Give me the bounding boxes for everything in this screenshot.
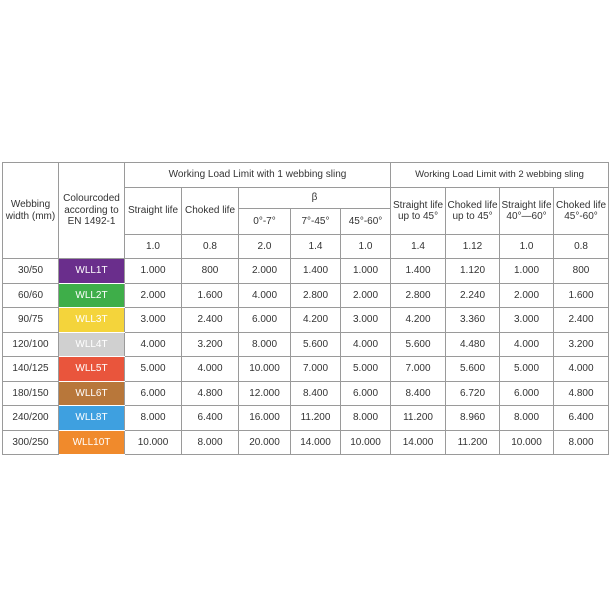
- wll-value-cell: 2.400: [554, 308, 609, 333]
- wll-value-cell: 12.000: [239, 381, 291, 406]
- beta-angle-header: β: [239, 188, 391, 209]
- wll-value-cell: 4.000: [500, 332, 554, 357]
- wll-value-cell: 6.400: [182, 406, 239, 431]
- wll-value-cell: 8.000: [182, 430, 239, 455]
- colour-code-cell: WLL4T: [59, 332, 125, 357]
- table-row: [3, 308, 609, 333]
- wll-value-cell: 10.000: [500, 430, 554, 455]
- header-row-groups: [3, 163, 609, 188]
- factor-cell: 0.8: [182, 235, 239, 259]
- wll-value-cell: 3.000: [125, 308, 182, 333]
- choked-life-45-header: Choked life up to 45°: [446, 188, 500, 235]
- choked-life-45-60-header: Choked life 45°-60°: [554, 188, 609, 235]
- straight-life-45-header: Straight life up to 45°: [391, 188, 446, 235]
- wll-value-cell: 20.000: [239, 430, 291, 455]
- wll-value-cell: 2.000: [500, 283, 554, 308]
- wll-value-cell: 4.000: [554, 357, 609, 382]
- colour-code-cell: WLL10T: [59, 430, 125, 455]
- colourcoded-header: Colourcoded according to EN 1492-1: [59, 163, 125, 259]
- colour-code-cell: WLL6T: [59, 381, 125, 406]
- webbing-width-cell: 30/50: [3, 259, 59, 284]
- two-sling-group-header: Working Load Limit with 2 webbing sling: [391, 163, 609, 188]
- wll-value-cell: 4.200: [391, 308, 446, 333]
- factor-cell: 0.8: [554, 235, 609, 259]
- wll-value-cell: 3.200: [182, 332, 239, 357]
- wll-value-cell: 1.400: [291, 259, 341, 284]
- wll-value-cell: 1.600: [182, 283, 239, 308]
- choked-life-header: Choked life: [182, 188, 239, 235]
- wll-value-cell: 2.000: [341, 283, 391, 308]
- wll-value-cell: 7.000: [291, 357, 341, 382]
- wll-value-cell: 10.000: [125, 430, 182, 455]
- wll-value-cell: 3.000: [341, 308, 391, 333]
- table-row: [3, 259, 609, 284]
- wll-value-cell: 8.000: [341, 406, 391, 431]
- wll-value-cell: 5.600: [291, 332, 341, 357]
- table-row: [3, 332, 609, 357]
- table-row: [3, 381, 609, 406]
- table-row: [3, 283, 609, 308]
- wll-value-cell: 3.000: [500, 308, 554, 333]
- wll-value-cell: 8.960: [446, 406, 500, 431]
- one-sling-group-header: Working Load Limit with 1 webbing sling: [125, 163, 391, 188]
- wll-value-cell: 3.200: [554, 332, 609, 357]
- factor-cell: 1.0: [500, 235, 554, 259]
- wll-value-cell: 8.000: [554, 430, 609, 455]
- factor-cell: 1.12: [446, 235, 500, 259]
- wll-value-cell: 6.000: [341, 381, 391, 406]
- colour-code-cell: WLL1T: [59, 259, 125, 284]
- webbing-width-cell: 140/125: [3, 357, 59, 382]
- wll-value-cell: 2.000: [125, 283, 182, 308]
- wll-value-cell: 4.800: [554, 381, 609, 406]
- wll-value-cell: 5.000: [125, 357, 182, 382]
- wll-value-cell: 10.000: [341, 430, 391, 455]
- wll-value-cell: 14.000: [291, 430, 341, 455]
- wll-value-cell: 11.200: [391, 406, 446, 431]
- table-row: [3, 357, 609, 382]
- webbing-width-cell: 60/60: [3, 283, 59, 308]
- wll-value-cell: 800: [182, 259, 239, 284]
- wll-value-cell: 1.000: [341, 259, 391, 284]
- wll-value-cell: 2.000: [239, 259, 291, 284]
- wll-value-cell: 6.000: [239, 308, 291, 333]
- wll-value-cell: 2.800: [291, 283, 341, 308]
- webbing-width-header: Webbing width (mm): [3, 163, 59, 259]
- working-load-limit-table: [2, 162, 609, 455]
- wll-value-cell: 16.000: [239, 406, 291, 431]
- factor-cell: 1.0: [341, 235, 391, 259]
- factor-cell: 1.4: [391, 235, 446, 259]
- table-row: [3, 406, 609, 431]
- wll-value-cell: 2.800: [391, 283, 446, 308]
- webbing-width-cell: 120/100: [3, 332, 59, 357]
- wll-value-cell: 11.200: [291, 406, 341, 431]
- colour-code-cell: WLL8T: [59, 406, 125, 431]
- angle-7-45-header: 7°-45°: [291, 209, 341, 235]
- wll-value-cell: 4.200: [291, 308, 341, 333]
- webbing-width-cell: 90/75: [3, 308, 59, 333]
- colour-code-cell: WLL5T: [59, 357, 125, 382]
- wll-value-cell: 11.200: [446, 430, 500, 455]
- wll-value-cell: 5.600: [446, 357, 500, 382]
- wll-value-cell: 8.400: [291, 381, 341, 406]
- wll-value-cell: 10.000: [239, 357, 291, 382]
- wll-value-cell: 5.000: [500, 357, 554, 382]
- colour-code-cell: WLL2T: [59, 283, 125, 308]
- angle-0-7-header: 0°-7°: [239, 209, 291, 235]
- wll-value-cell: 2.400: [182, 308, 239, 333]
- wll-value-cell: 4.000: [125, 332, 182, 357]
- wll-value-cell: 6.720: [446, 381, 500, 406]
- wll-value-cell: 5.000: [341, 357, 391, 382]
- wll-value-cell: 6.000: [125, 381, 182, 406]
- webbing-width-cell: 180/150: [3, 381, 59, 406]
- table-row: [3, 430, 609, 455]
- webbing-width-cell: 300/250: [3, 430, 59, 455]
- wll-value-cell: 8.000: [500, 406, 554, 431]
- wll-value-cell: 8.400: [391, 381, 446, 406]
- colour-code-cell: WLL3T: [59, 308, 125, 333]
- wll-value-cell: 4.000: [182, 357, 239, 382]
- wll-value-cell: 4.800: [182, 381, 239, 406]
- factor-cell: 1.4: [291, 235, 341, 259]
- wll-value-cell: 1.000: [500, 259, 554, 284]
- wll-value-cell: 800: [554, 259, 609, 284]
- wll-value-cell: 8.000: [125, 406, 182, 431]
- wll-value-cell: 8.000: [239, 332, 291, 357]
- wll-value-cell: 2.240: [446, 283, 500, 308]
- wll-value-cell: 1.000: [125, 259, 182, 284]
- webbing-width-cell: 240/200: [3, 406, 59, 431]
- wll-value-cell: 1.600: [554, 283, 609, 308]
- wll-value-cell: 3.360: [446, 308, 500, 333]
- factor-cell: 1.0: [125, 235, 182, 259]
- wll-value-cell: 6.400: [554, 406, 609, 431]
- straight-life-40-60-header: Straight life 40°—60°: [500, 188, 554, 235]
- wll-value-cell: 5.600: [391, 332, 446, 357]
- wll-value-cell: 14.000: [391, 430, 446, 455]
- wll-value-cell: 1.400: [391, 259, 446, 284]
- wll-value-cell: 6.000: [500, 381, 554, 406]
- wll-value-cell: 7.000: [391, 357, 446, 382]
- straight-life-header: Straight life: [125, 188, 182, 235]
- factor-cell: 2.0: [239, 235, 291, 259]
- wll-value-cell: 4.000: [341, 332, 391, 357]
- wll-value-cell: 4.480: [446, 332, 500, 357]
- wll-value-cell: 1.120: [446, 259, 500, 284]
- wll-value-cell: 4.000: [239, 283, 291, 308]
- angle-45-60-header: 45°-60°: [341, 209, 391, 235]
